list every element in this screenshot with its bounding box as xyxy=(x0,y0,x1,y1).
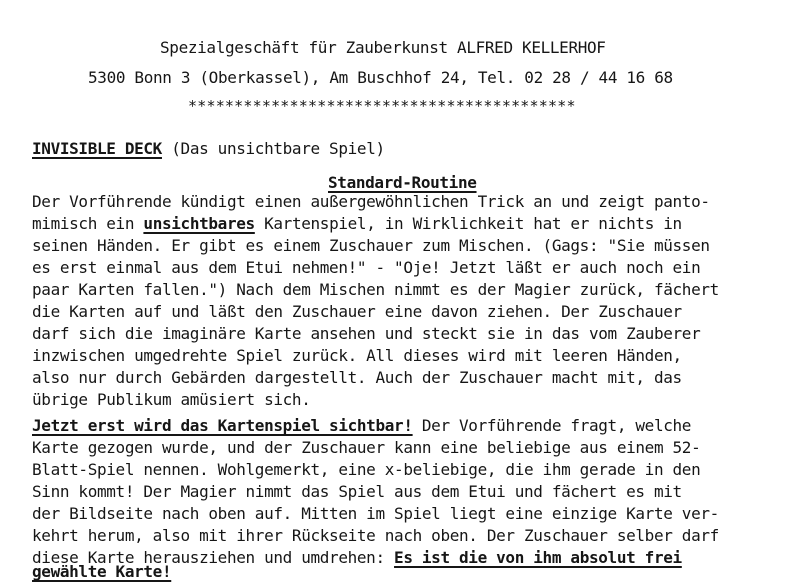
emphasis-text: Es ist die von ihm absolut frei xyxy=(394,548,682,567)
paragraph-line: kehrt herum, also mit ihrer Rückseite nach oben. Der Zuschauer selber darf xyxy=(32,526,719,545)
separator-line: ****************************************** xyxy=(188,97,576,115)
paragraph-line: mimisch ein unsichtbares Kartenspiel, in Wirklichkeit hat er nichts in xyxy=(32,214,682,233)
section-heading: Standard-Routine xyxy=(328,173,477,192)
paragraph-line: inzwischen umgedrehte Spiel zurück. All dieses wird mit leeren Händen, xyxy=(32,346,682,365)
emphasis-text: Jetzt erst wird das Kartenspiel sichtbar! xyxy=(32,416,413,435)
paragraph-line: Karte gezogen wurde, und der Zuschauer kann eine beliebige aus einem 52- xyxy=(32,438,701,457)
paragraph-line xyxy=(32,562,171,582)
title-subtitle: (Das unsichtbare Spiel) xyxy=(161,139,385,158)
emphasis-text: unsichtbares xyxy=(143,214,255,233)
paragraph-line: Blatt-Spiel nennen. Wohlgemerkt, eine x-beliebige, die ihm gerade in den xyxy=(32,460,701,479)
title-main: INVISIBLE DECK xyxy=(32,139,162,158)
paragraph-line: die Karten auf und läßt den Zuschauer eine davon ziehen. Der Zuschauer xyxy=(32,302,682,321)
paragraph-line: darf sich die imaginäre Karte ansehen und steckt sie in das vom Zauberer xyxy=(32,324,701,343)
paragraph-line: Der Vorführende kündigt einen außergewöhnlichen Trick an und zeigt panto- xyxy=(32,192,710,211)
document-title xyxy=(32,139,385,159)
paragraph-line: paar Karten fallen.") Nach dem Mischen nimmt es der Magier zurück, fächert xyxy=(32,280,719,299)
company-name: Spezialgeschäft für Zauberkunst ALFRED KELLERHOF xyxy=(160,38,606,57)
paragraph-line: also nur durch Gebärden dargestellt. Auch der Zuschauer macht mit, das xyxy=(32,368,682,387)
paragraph-line: diese Karte herausziehen und umdrehen: Es ist die von ihm absolut frei xyxy=(32,548,682,567)
paragraph-line: Sinn kommt! Der Magier nimmt das Spiel aus dem Etui und fächert es mit xyxy=(32,482,682,501)
paragraph-line: der Bildseite nach oben auf. Mitten im Spiel liegt eine einzige Karte ver- xyxy=(32,504,719,523)
emphasis-text: gewählte Karte! xyxy=(32,562,172,581)
paragraph-line: übrige Publikum amüsiert sich. xyxy=(32,390,311,409)
paragraph-line: Jetzt erst wird das Kartenspiel sichtbar! Der Vorführende fragt, welche xyxy=(32,416,692,435)
paragraph-line: seinen Händen. Er gibt es einem Zuschauer zum Mischen. (Gags: "Sie müssen xyxy=(32,236,710,255)
paragraph-line: es erst einmal aus dem Etui nehmen!" - "Oje! Jetzt läßt er auch noch ein xyxy=(32,258,701,277)
company-address: 5300 Bonn 3 (Oberkassel), Am Buschhof 24, Tel. 02 28 / 44 16 68 xyxy=(88,68,673,87)
